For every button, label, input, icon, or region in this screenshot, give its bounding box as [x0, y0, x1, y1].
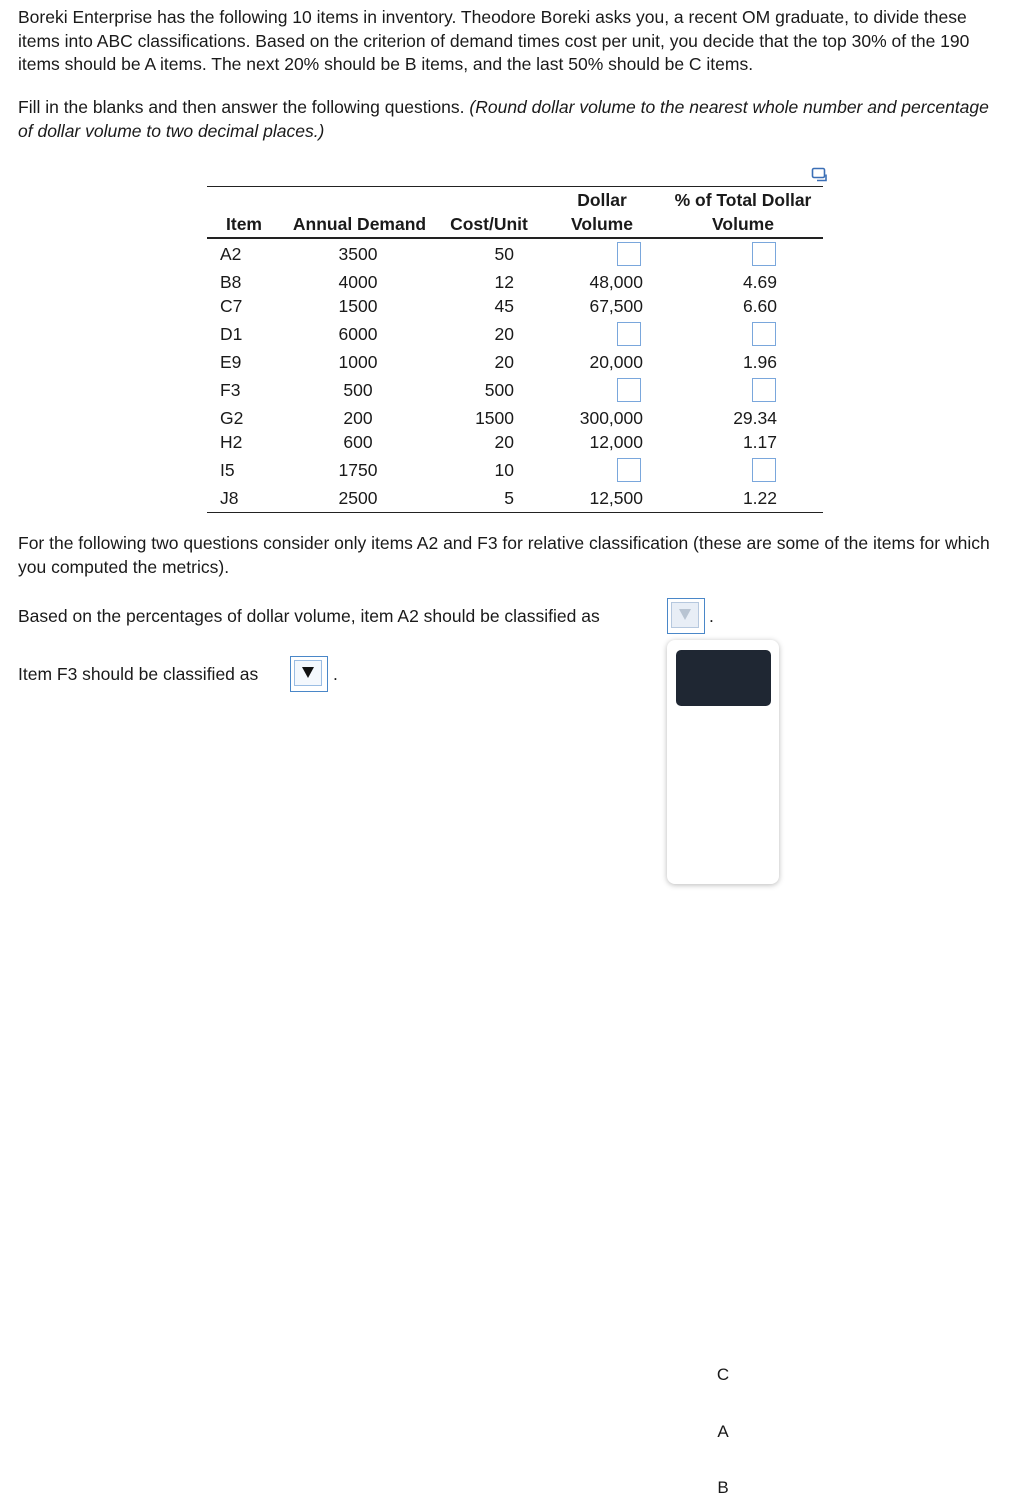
- cell-cost-unit: 45: [494, 296, 514, 316]
- cell-item: C7: [220, 296, 243, 316]
- cell-annual-demand: 1750: [338, 460, 378, 480]
- cell-dollar-volume: 300,000: [579, 408, 643, 428]
- triangle-down-icon: [674, 604, 696, 626]
- a2-classification-select[interactable]: [667, 598, 705, 634]
- question-a2-period: .: [709, 606, 714, 626]
- cell-item: I5: [220, 460, 235, 480]
- cell-cost-unit: 20: [494, 352, 514, 372]
- cell-annual-demand: 500: [343, 380, 373, 400]
- cell-cost-unit: 500: [484, 380, 514, 400]
- cell-item: J8: [220, 488, 239, 508]
- question-a2-text: Based on the percentages of dollar volume, item A2 should be classified as: [18, 606, 600, 626]
- pct-dollar-volume-input[interactable]: [752, 458, 776, 482]
- f3-classification-select[interactable]: [290, 656, 328, 692]
- pct-dollar-volume-input[interactable]: [752, 378, 776, 402]
- cell-item: E9: [220, 352, 242, 372]
- pct-dollar-volume-input[interactable]: [752, 322, 776, 346]
- dollar-volume-input[interactable]: [617, 322, 641, 346]
- dropdown-option-c[interactable]: C: [716, 1365, 730, 1384]
- instructions: [18, 96, 1008, 143]
- cell-dollar-volume: 12,500: [589, 488, 643, 508]
- cell-dollar-volume: 12,000: [589, 432, 643, 452]
- cell-item: H2: [220, 432, 243, 452]
- table-rule-top: [207, 186, 823, 187]
- cell-item: D1: [220, 324, 243, 344]
- classification-dropdown-menu: [667, 640, 779, 1497]
- cell-pct-dollar-volume: 6.60: [742, 296, 777, 316]
- cell-cost-unit: 20: [494, 432, 514, 452]
- cell-annual-demand: 200: [343, 408, 373, 428]
- cell-pct-dollar-volume: 1.17: [742, 432, 777, 452]
- cell-pct-dollar-volume: 29.34: [733, 408, 777, 428]
- triangle-down-icon: [297, 662, 319, 684]
- cell-pct-dollar-volume: 1.96: [742, 352, 777, 372]
- cell-cost-unit: 20: [494, 324, 514, 344]
- cell-item: G2: [220, 408, 244, 428]
- question-f3-text: Item F3 should be classified as: [18, 664, 259, 684]
- dollar-volume-input[interactable]: [617, 242, 641, 266]
- header-dollar-line2: Volume: [571, 214, 633, 234]
- dropdown-option-a[interactable]: A: [717, 1422, 729, 1441]
- cell-pct-dollar-volume: 1.22: [742, 488, 777, 508]
- cell-dollar-volume: 20,000: [589, 352, 643, 372]
- cell-item: B8: [220, 272, 242, 292]
- cell-annual-demand: 3500: [338, 244, 378, 264]
- cell-annual-demand: 4000: [338, 272, 378, 292]
- table-rule-bottom: [207, 512, 823, 513]
- dollar-volume-input[interactable]: [617, 378, 641, 402]
- dropdown-option-b[interactable]: B: [717, 1478, 729, 1497]
- dropdown-option-blank[interactable]: [676, 650, 771, 706]
- cell-dollar-volume: 48,000: [589, 272, 643, 292]
- cell-annual-demand: 6000: [338, 324, 378, 344]
- header-annual-demand: Annual Demand: [292, 214, 427, 234]
- copy-icon[interactable]: [811, 167, 829, 185]
- dollar-volume-input[interactable]: [617, 458, 641, 482]
- cell-item: A2: [220, 244, 242, 264]
- rounding-note: (Round dollar volume to the nearest whole number and percentage of dollar volume to two decimal places.): [18, 97, 989, 141]
- cell-cost-unit: 12: [494, 272, 514, 292]
- question-f3-period: .: [333, 664, 338, 684]
- header-dollar-line1: Dollar: [577, 190, 627, 210]
- cell-cost-unit: 50: [494, 244, 514, 264]
- header-pct-line2: Volume: [712, 214, 774, 234]
- cell-dollar-volume: 67,500: [589, 296, 643, 316]
- cell-cost-unit: 10: [494, 460, 514, 480]
- problem-intro: Boreki Enterprise has the following 10 items in inventory. Theodore Boreki asks you, a recent OM graduate, to divide these items into ABC classifications. Based on the criterion of demand times cost per unit, you decide that the top 30% of the 190 items should be A items. The next 20% should be B items, and the last 50% should be C items.: [18, 7, 970, 74]
- followup-note: For the following two questions consider only items A2 and F3 for relative classification (these are some of the items for which you computed the metrics).: [18, 533, 990, 577]
- cell-annual-demand: 1000: [338, 352, 378, 372]
- header-cost-unit: Cost/Unit: [450, 214, 528, 234]
- pct-dollar-volume-input[interactable]: [752, 242, 776, 266]
- cell-annual-demand: 600: [343, 432, 373, 452]
- cell-pct-dollar-volume: 4.69: [742, 272, 777, 292]
- header-item: Item: [226, 214, 262, 234]
- cell-cost-unit: 1500: [475, 408, 514, 428]
- instructions-lead: Fill in the blanks and then answer the following questions.: [18, 97, 465, 117]
- table-rule-header: [207, 237, 823, 239]
- cell-annual-demand: 1500: [338, 296, 378, 316]
- header-pct-line1: % of Total Dollar: [674, 190, 812, 210]
- cell-item: F3: [220, 380, 241, 400]
- cell-annual-demand: 2500: [338, 488, 378, 508]
- cell-cost-unit: 5: [504, 488, 514, 508]
